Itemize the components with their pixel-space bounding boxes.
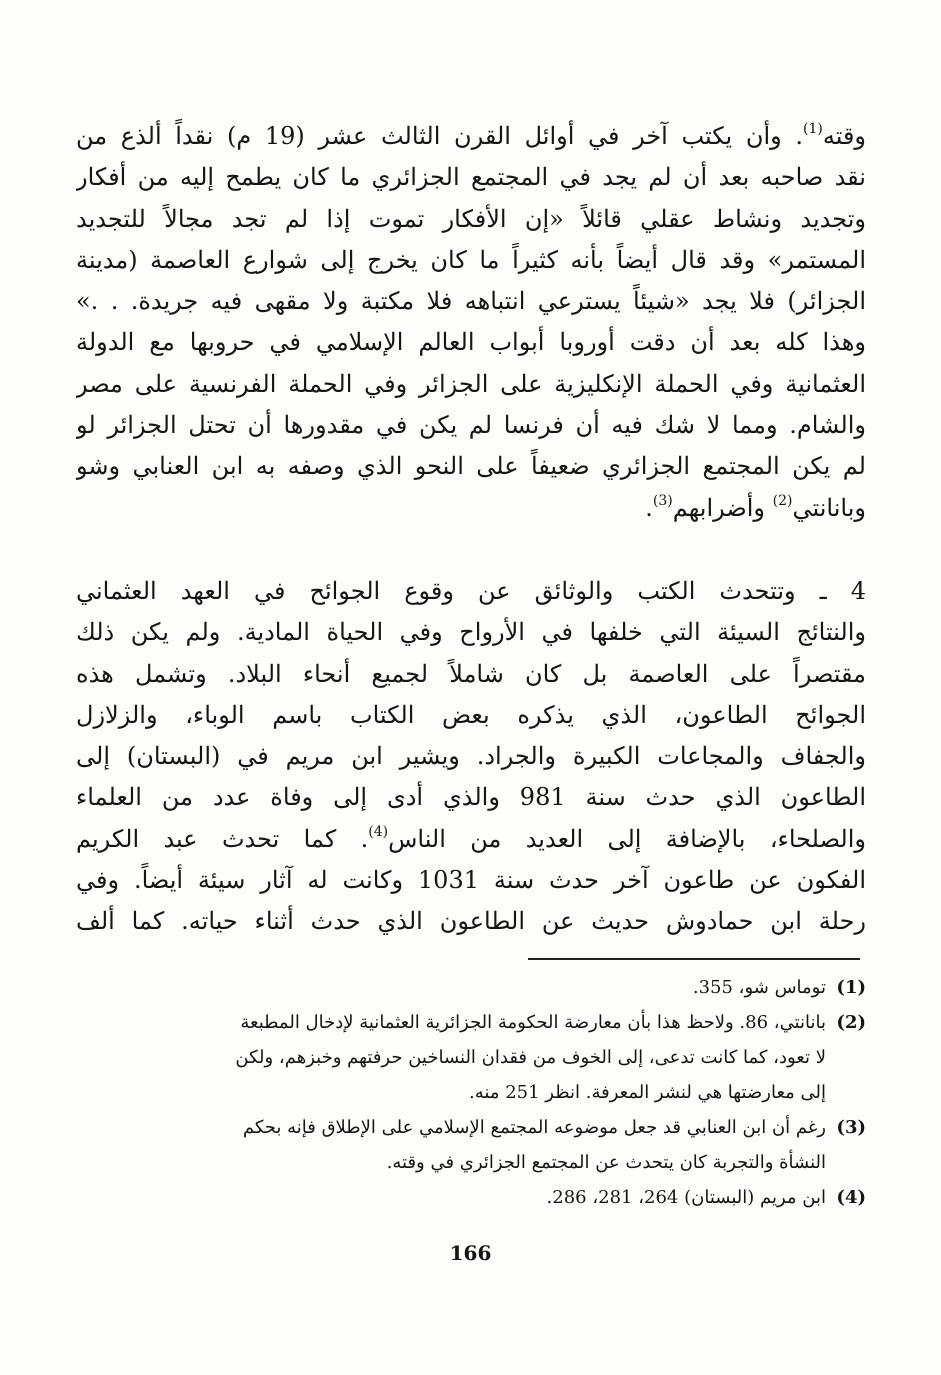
- text-line: والنتائج السيئة التي خلفها في الأرواح وفي الحياة المادية. ولم يكن ذلك: [76, 618, 866, 647]
- footnote-number: (1): [836, 977, 866, 998]
- text-line: لم يكن المجتمع الجزائري ضعيفاً على النحو الذي وصفه به ابن العنابي وشو: [76, 452, 866, 481]
- text-line: وهذا كله بعد أن دقت أوروبا أبواب العالم الإسلامي في حروبها مع الدولة: [76, 328, 866, 357]
- footnote-line: لا تعود، كما كانت تدعى، إلى الخوف من فقدان النساخين حرفتهم وخبزهم، ولكن: [235, 1047, 826, 1068]
- page-number: 166: [449, 1241, 492, 1265]
- text-line: وبانانتي$^{(2)}$ وأضرابهم$^{(3)}$.: [645, 492, 866, 522]
- footnote-line: إلى معارضتها هي لنشر المعرفة. انظر 251 منه.: [469, 1082, 826, 1103]
- text-line: رحلة ابن حمادوش حديث عن الطاعون الذي حدث أثناء حياته. كما ألف: [76, 907, 866, 936]
- paragraph-2: [76, 571, 866, 943]
- text-line: والشام. ومما لا شك فيه أن فرنسا لم يكن في مقدورها أن تحتل الجزائر لو: [76, 411, 866, 440]
- footnote-ref-4[interactable]: (4): [368, 823, 389, 840]
- text-line: مقتصراً على العاصمة بل كان شاملاً لجميع أنحاء البلاد. وتشمل هذه: [76, 659, 866, 688]
- paragraph-1: [76, 116, 866, 529]
- footnote-number: (3): [836, 1117, 866, 1138]
- footnotes: [76, 970, 866, 1215]
- footnote-line: النشأة والتجربة كان يتحدث عن المجتمع الجزائري في وقته.: [386, 1152, 826, 1173]
- footnote-number: (2): [836, 1012, 866, 1033]
- footnote-line: (4)ابن مريم (البستان) 264، 281، 286.: [76, 1180, 866, 1215]
- footnote-ref-1[interactable]: (1): [802, 121, 823, 137]
- footnote-1: [76, 970, 866, 1005]
- text-line: الطاعون الذي حدث سنة 981 والذي أدى إلى وفاة عدد من العلماء: [76, 783, 866, 812]
- text-line: والصلحاء، بالإضافة إلى العديد من الناس$^{(4)}$. كما تحدث عبد الكريم: [76, 823, 866, 853]
- text-line: وقته$^{(1)}$. وأن يكتب آخر في أوائل القرن الثالث عشر (19 م) نقداً ألذع من: [76, 121, 866, 150]
- text-line: الفكون عن طاعون آخر حدث سنة 1031 وكانت له آثار سيئة أيضاً. وفي: [76, 866, 866, 895]
- footnote-number: (4): [836, 1187, 866, 1208]
- footnote-2: [76, 1005, 866, 1110]
- text-line: وتجديد ونشاط عقلي قائلاً «إن الأفكار تموت إذا لم تجد مجالاً للتجديد: [76, 204, 866, 233]
- text-line: المستمر» وقد قال أيضاً بأنه كثيراً ما كان يخرج إلى شوارع العاصمة (مدينة: [76, 245, 866, 274]
- footnote-divider: [528, 958, 860, 960]
- footnote-4: [76, 1180, 866, 1215]
- text-line: العثمانية وفي الحملة الإنكليزية على الجزائر وفي الحملة الفرنسية على مصر: [76, 369, 866, 398]
- text-line: 4 ـ وتتحدث الكتب والوثائق عن وقوع الجوائح في العهد العثماني: [76, 577, 866, 605]
- footnote-line: (3)رغم أن ابن العنابي قد جعل موضوعه المجتمع الإسلامي على الإطلاق فإنه بحكم: [76, 1110, 866, 1145]
- footnote-ref-3[interactable]: (3): [652, 492, 673, 509]
- footnote-line: (2)بانانتي، 86. ولاحظ هذا بأن معارضة الحكومة الجزائرية العثمانية لإدخال المطبعة: [76, 1005, 866, 1040]
- footnote-line: (1)توماس شو، 355.: [76, 970, 866, 1005]
- footnote-ref-2[interactable]: (2): [772, 492, 793, 509]
- footnote-3: [76, 1110, 866, 1180]
- text-line: الجوائح الطاعون، الذي يذكره بعض الكتاب باسم الوباء، والزلازل: [76, 700, 866, 729]
- text-line: الجزائر) فلا يجد «شيئاً يسترعي انتباهه فلا مكتبة ولا مقهى فيه جريدة. . .»: [76, 287, 866, 316]
- text-line: والجفاف والمجاعات الكبيرة والجراد. ويشير ابن مريم في (البستان) إلى: [76, 742, 866, 771]
- text-line: نقد صاحبه بعد أن لم يجد في المجتمع الجزائري ما كان يطمح إليه من أفكار: [76, 163, 866, 192]
